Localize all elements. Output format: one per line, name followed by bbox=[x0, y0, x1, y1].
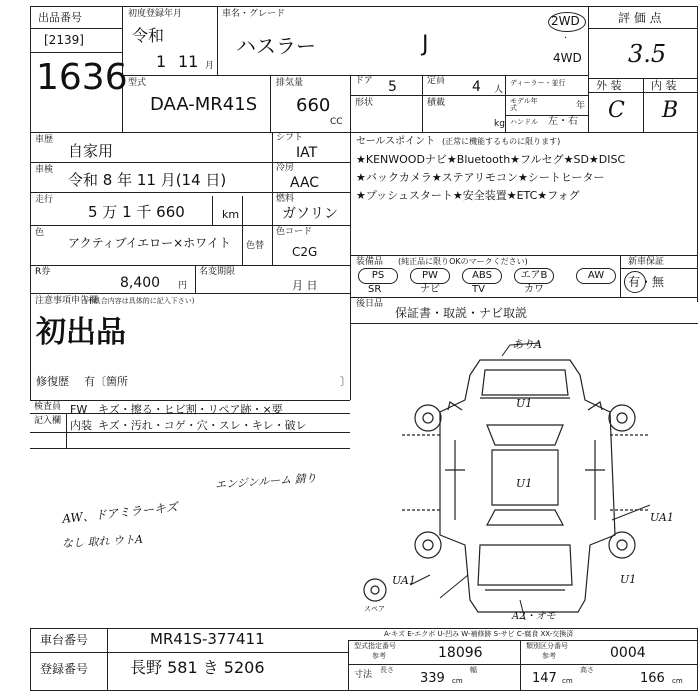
lot-number: 1636 bbox=[36, 57, 128, 98]
inspector-label1: 検査員 bbox=[34, 402, 62, 412]
sales-line2: ★バックカメラ★ステアリモコン★シートヒーター bbox=[356, 171, 605, 184]
repair-value: 有〔箇所 bbox=[84, 375, 128, 388]
color-change-label: 色替 bbox=[246, 241, 265, 251]
model-cat-sub: 参考 bbox=[372, 652, 386, 660]
color-code-label: 色コード bbox=[276, 227, 313, 237]
year-unit: 年 bbox=[576, 101, 586, 111]
color-label: 色 bbox=[35, 228, 45, 238]
ac: AAC bbox=[290, 175, 320, 191]
sales-line1: ★KENWOODナビ★Bluetooth★フルセグ★SD★DISC bbox=[356, 153, 626, 166]
first-listing: 初出品 bbox=[36, 315, 126, 350]
shape-label: 形状 bbox=[355, 98, 374, 108]
model: DAA-MR41S bbox=[150, 94, 258, 115]
shift: IAT bbox=[296, 145, 318, 161]
reg-year: 1 bbox=[156, 52, 167, 71]
exterior-grade: C bbox=[608, 98, 625, 123]
yen-unit: 円 bbox=[178, 281, 188, 291]
history: 自家用 bbox=[68, 142, 114, 160]
mileage-label: 走行 bbox=[35, 195, 54, 205]
interior-label: 内 装 bbox=[651, 79, 677, 92]
inspector-label2: 記入欄 bbox=[34, 416, 62, 426]
first-reg-label: 初度登録年月 bbox=[128, 9, 183, 19]
rken-label: R券 bbox=[35, 267, 51, 277]
interior-grade: B bbox=[662, 98, 679, 123]
equip-item-1: PW bbox=[410, 268, 450, 284]
grade: J bbox=[422, 32, 429, 57]
hand-aw: AW、ドアミラーキズ bbox=[61, 499, 179, 527]
class-sub: 参考 bbox=[542, 652, 556, 660]
inspector-row2-prefix: 内装 bbox=[70, 419, 92, 432]
equip-note: (純正品に限りOKのマークください) bbox=[398, 257, 528, 266]
color: アクティブイエロー×ホワイト bbox=[68, 236, 231, 250]
chassis: MR41S-377411 bbox=[150, 630, 265, 648]
notes-label: 注意事項申告欄 bbox=[35, 296, 99, 306]
handle-value: 左・右 bbox=[548, 116, 578, 127]
hand-engine: エンジンルーム 錆り bbox=[214, 471, 318, 492]
sales-note: (正常に機能するものに限ります) bbox=[442, 137, 561, 146]
mileage: 5 万 1 千 660 bbox=[88, 203, 185, 221]
dims-label: 寸法 bbox=[354, 670, 373, 680]
equip-sub-3: カワ bbox=[524, 284, 544, 295]
class: 0004 bbox=[610, 645, 646, 661]
equip-sub-2: TV bbox=[472, 284, 485, 295]
spare-label: スペア bbox=[364, 605, 385, 613]
expiry-label: 名変期限 bbox=[199, 267, 236, 277]
width-cm: cm bbox=[562, 677, 573, 685]
reg-label: 登録番号 bbox=[40, 662, 89, 676]
handle-label: ハンドル bbox=[510, 118, 538, 126]
height: 166 bbox=[640, 671, 665, 686]
newcar-value: 有・無 bbox=[628, 275, 665, 289]
era: 令和 bbox=[132, 26, 165, 45]
hand-top-mark: ありA bbox=[512, 338, 542, 351]
capacity: 4 bbox=[472, 79, 481, 95]
reg: 長野 581 き 5206 bbox=[130, 658, 265, 677]
height-cm: cm bbox=[672, 677, 683, 685]
after-label: 後日品 bbox=[356, 299, 384, 309]
drive-dot: · bbox=[564, 33, 568, 44]
repair-close: 〕 bbox=[340, 375, 351, 388]
rken-value: 8,400 bbox=[120, 275, 161, 291]
hand-a2: A2・オモ bbox=[512, 611, 556, 622]
inspection-label: 車検 bbox=[35, 165, 54, 175]
inspector-row1-prefix: FW bbox=[70, 403, 88, 416]
doors-label: ドア bbox=[355, 76, 373, 86]
km-unit: km bbox=[222, 208, 240, 221]
person-unit: 人 bbox=[494, 85, 504, 95]
diagram-legend: A-キズ E-エクボ U-凹み W-補修跡 S-サビ C-腐食 XX-交換済 bbox=[384, 630, 574, 638]
drive-2wd: 2WD bbox=[551, 14, 580, 28]
displacement: 660 bbox=[296, 95, 331, 116]
model-label: 型式 bbox=[128, 78, 147, 88]
sales-label: セールスポイント bbox=[356, 136, 436, 147]
equip-item-2: ABS bbox=[462, 268, 502, 284]
equip-sub-1: ナビ bbox=[420, 284, 440, 295]
model-cat-label: 型式指定番号 bbox=[354, 642, 396, 650]
hand-u1-b: U1 bbox=[516, 477, 533, 490]
length: 339 bbox=[420, 671, 445, 686]
fuel: ガソリン bbox=[282, 206, 338, 222]
equip-sub-0: SR bbox=[368, 284, 382, 295]
width: 147 bbox=[532, 671, 557, 686]
equip-item-3: エアB bbox=[514, 268, 554, 284]
fuel-label: 燃料 bbox=[276, 194, 295, 204]
name-grade-label: 車名・グレード bbox=[222, 9, 286, 19]
equip-item-4: AW bbox=[576, 268, 616, 284]
capacity-label: 定員 bbox=[427, 76, 446, 86]
notes-label-sub: (不具合内容は具体的に記入下さい) bbox=[84, 297, 195, 305]
color-code: C2G bbox=[292, 245, 318, 259]
hand-u1-c: U1 bbox=[620, 573, 637, 586]
load-label: 積載 bbox=[427, 98, 446, 108]
lot-label: 出品番号 bbox=[38, 11, 82, 24]
ac-label: 冷房 bbox=[276, 163, 295, 173]
history-label: 車歴 bbox=[35, 135, 54, 145]
class-label: 類別区分番号 bbox=[526, 642, 568, 650]
hand-u1-a: U1 bbox=[516, 397, 533, 410]
length-cm: cm bbox=[452, 677, 463, 685]
length-label: 長さ bbox=[380, 666, 394, 674]
inspector-row2: キズ・汚れ・コゲ・穴・スレ・キレ・破レ bbox=[98, 419, 307, 432]
displacement-label: 排気量 bbox=[276, 78, 304, 88]
cc-unit: CC bbox=[330, 117, 343, 127]
width-label: 幅 bbox=[470, 666, 477, 674]
chassis-label: 車台番号 bbox=[40, 633, 89, 647]
inspector-row1: キズ・擦る・ヒビ割・リペア跡・×要 bbox=[98, 403, 283, 416]
repair-label: 修復歴 bbox=[36, 375, 69, 388]
shift-label: シフト bbox=[276, 133, 304, 143]
doors: 5 bbox=[388, 79, 397, 95]
dealer-label: ディーラー・並行 bbox=[510, 79, 566, 87]
height-label: 高さ bbox=[580, 666, 594, 674]
drive-4wd: 4WD bbox=[553, 51, 582, 65]
inspection: 令和 8 年 11 月(14 日) bbox=[68, 171, 227, 189]
reg-month: 11 bbox=[178, 52, 199, 71]
equip-label: 装備品 bbox=[356, 257, 384, 267]
sales-line3: ★プッシュスタート★安全装置★ETC★フォグ bbox=[356, 189, 580, 202]
newcar-label: 新車保証 bbox=[628, 257, 665, 267]
hand-ua1-right: UA1 bbox=[650, 511, 674, 524]
hand-ua1-left: UA1 bbox=[392, 574, 416, 587]
equip-item-0: PS bbox=[358, 268, 398, 284]
month-unit: 月 bbox=[205, 61, 215, 71]
expiry-value: 月 日 bbox=[292, 279, 318, 292]
car-name: ハスラー bbox=[236, 34, 316, 58]
lot-sub: [2139] bbox=[44, 33, 84, 47]
model-cat: 18096 bbox=[438, 645, 483, 661]
kg-unit: kg bbox=[494, 119, 505, 129]
eval-score: 3.5 bbox=[628, 40, 667, 68]
hand-other: なし 取れ ウトA bbox=[61, 532, 144, 551]
eval-label: 評 価 点 bbox=[618, 11, 662, 25]
model-year-label: モデル年式 bbox=[510, 97, 538, 112]
exterior-label: 外 装 bbox=[596, 79, 622, 92]
after-value: 保証書・取説・ナビ取説 bbox=[395, 306, 528, 320]
